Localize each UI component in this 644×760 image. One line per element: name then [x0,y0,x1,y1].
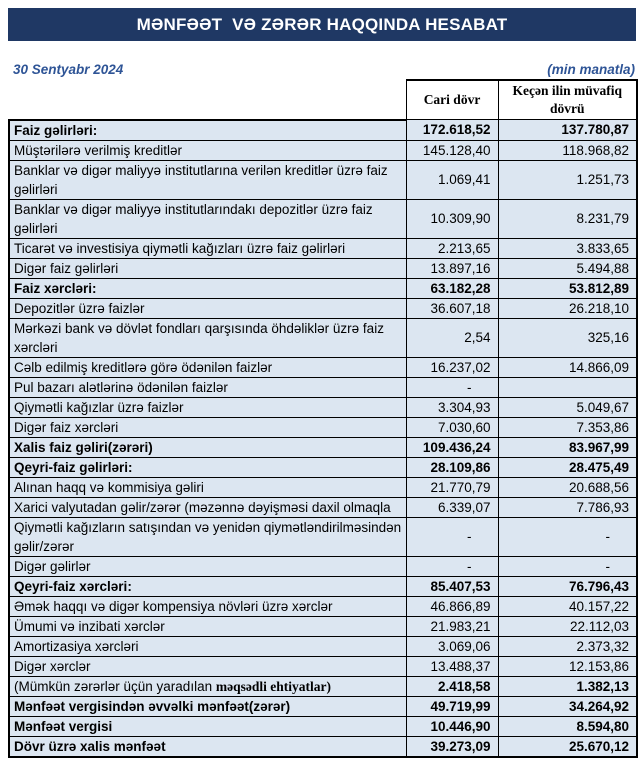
value-current: 39.273,09 [406,736,498,757]
row-label: Digər faiz gəlirləri [9,258,406,278]
row-label: Dövr üzrə xalis mənfəət [9,736,406,757]
value-current: 145.128,40 [406,140,498,160]
value-current: 172.618,52 [406,120,498,141]
table-row [9,596,637,616]
row-label: Ümumi və inzibati xərclər [9,616,406,636]
row-label: Banklar və digər maliyyə institutlarındakı depozitlər üzrə faiz gəlirləri [9,199,406,238]
value-current: 7.030,60 [406,417,498,437]
value-current: 10.309,90 [406,199,498,238]
table-row [9,140,637,160]
table-row [9,676,637,696]
table-row [9,258,637,278]
value-current: 21.983,21 [406,616,498,636]
value-prior: 34.264,92 [498,696,637,716]
table-row [9,120,637,141]
value-prior: 2.373,32 [498,636,637,656]
value-prior: 8.594,80 [498,716,637,736]
value-current: 16.237,02 [406,357,498,377]
value-prior: 1.382,13 [498,676,637,696]
row-label-emphasis: məqsədli ehtiyatlar) [215,678,331,694]
value-current: 49.719,99 [406,696,498,716]
table-row [9,357,637,377]
value-current: 2.213,65 [406,238,498,258]
value-current: - [406,556,498,576]
row-label: (Mümkün zərərlər üçün yaradılan məqsədli ehtiyatlar) [9,676,406,696]
row-label: Mənfəət vergisindən əvvəlki mənfəət(zərər) [9,696,406,716]
table-row [9,417,637,437]
value-prior: 14.866,09 [498,357,637,377]
row-label: Digər faiz xərcləri [9,417,406,437]
table-row [9,696,637,716]
report-date: 30 Sentyabr 2024 [13,62,124,77]
value-current: 13.488,37 [406,656,498,676]
row-label: Digər gəlirlər [9,556,406,576]
value-current: - [406,517,498,556]
value-prior: 28.475,49 [498,457,637,477]
value-prior: 26.218,10 [498,298,637,318]
table-row [9,616,637,636]
value-prior [498,377,637,397]
value-prior: 53.812,89 [498,278,637,298]
report-meta-row [13,62,635,77]
pnl-table [8,79,638,758]
row-label: Depozitlər üzrə faizlər [9,298,406,318]
value-current: 46.866,89 [406,596,498,616]
table-row [9,556,637,576]
value-prior: - [498,556,637,576]
table-row [9,477,637,497]
pnl-table-body [9,120,637,757]
table-row [9,636,637,656]
value-current: 63.182,28 [406,278,498,298]
value-prior: 12.153,86 [498,656,637,676]
value-prior: 3.833,65 [498,238,637,258]
value-prior: 8.231,79 [498,199,637,238]
row-label: Qiymətli kağızlar üzrə faizlər [9,397,406,417]
table-row [9,199,637,238]
table-row [9,160,637,199]
value-prior: 76.796,43 [498,576,637,596]
table-row [9,298,637,318]
table-row [9,278,637,298]
row-label: Qeyri-faiz gəlirləri: [9,457,406,477]
row-label: Mərkəzi bank və dövlət fondları qarşısında öhdəliklər üzrə faiz xərcləri [9,318,406,357]
unit-note: (min manatla) [547,62,635,77]
pnl-table-head [9,80,637,120]
value-current: 6.339,07 [406,497,498,517]
row-label: Müştərilərə verilmiş kreditlər [9,140,406,160]
value-prior: 5.494,88 [498,258,637,278]
table-row [9,497,637,517]
value-current: 85.407,53 [406,576,498,596]
header-blank-cell [9,80,406,120]
row-label: Mənfəət vergisi [9,716,406,736]
row-label: Xalis faiz gəliri(zərəri) [9,437,406,457]
value-current: 28.109,86 [406,457,498,477]
table-row [9,576,637,596]
value-current: 109.436,24 [406,437,498,457]
row-label: Cəlb edilmiş kreditlərə görə ödənilən faizlər [9,357,406,377]
value-current: 3.304,93 [406,397,498,417]
table-row [9,318,637,357]
value-current: 21.770,79 [406,477,498,497]
row-label: Faiz xərcləri: [9,278,406,298]
value-prior: 20.688,56 [498,477,637,497]
row-label: Əmək haqqı və digər kompensiya növləri üzrə xərclər [9,596,406,616]
row-label: Ticarət və investisiya qiymətli kağızları üzrə faiz gəlirləri [9,238,406,258]
value-prior: 40.157,22 [498,596,637,616]
value-current: 36.607,18 [406,298,498,318]
value-prior: 325,16 [498,318,637,357]
value-current: 2.418,58 [406,676,498,696]
value-prior: - [498,517,637,556]
value-current: 1.069,41 [406,160,498,199]
row-label: Alınan haqq və kommisiya gəliri [9,477,406,497]
header-row [9,80,637,120]
value-current: 3.069,06 [406,636,498,656]
table-row [9,457,637,477]
value-prior: 5.049,67 [498,397,637,417]
value-prior: 1.251,73 [498,160,637,199]
report-title-bar [8,8,636,41]
table-row [9,397,637,417]
row-label: Pul bazarı alətlərinə ödənilən faizlər [9,377,406,397]
page-title: MƏNFƏƏT VƏ ZƏRƏR HAQQINDA HESABAT [136,14,508,34]
value-current: 2,54 [406,318,498,357]
value-prior: 137.780,87 [498,120,637,141]
table-row [9,517,637,556]
header-current-period: Cari dövr [406,80,498,120]
value-prior: 118.968,82 [498,140,637,160]
value-prior: 7.353,86 [498,417,637,437]
header-prior-period: Keçən ilin müvafiq dövrü [498,80,637,120]
row-label: Qiymətli kağızların satışından və yenidən qiymətləndirilməsindən gəlir/zərər [9,517,406,556]
value-current: 13.897,16 [406,258,498,278]
value-current: 10.446,90 [406,716,498,736]
table-row [9,238,637,258]
value-prior: 83.967,99 [498,437,637,457]
row-label: Xarici valyutadan gəlir/zərər (məzənnə dəyişməsi daxil olmaqla [9,497,406,517]
row-label: Digər xərclər [9,656,406,676]
row-label: Faiz gəlirləri: [9,120,406,141]
table-row [9,437,637,457]
value-current: - [406,377,498,397]
value-prior: 22.112,03 [498,616,637,636]
value-prior: 7.786,93 [498,497,637,517]
row-label: Amortizasiya xərcləri [9,636,406,656]
row-label: Banklar və digər maliyyə institutlarına verilən kreditlər üzrə faiz gəlirləri [9,160,406,199]
table-row [9,377,637,397]
table-row [9,736,637,757]
table-row [9,716,637,736]
table-row [9,656,637,676]
value-prior: 25.670,12 [498,736,637,757]
row-label: Qeyri-faiz xərcləri: [9,576,406,596]
